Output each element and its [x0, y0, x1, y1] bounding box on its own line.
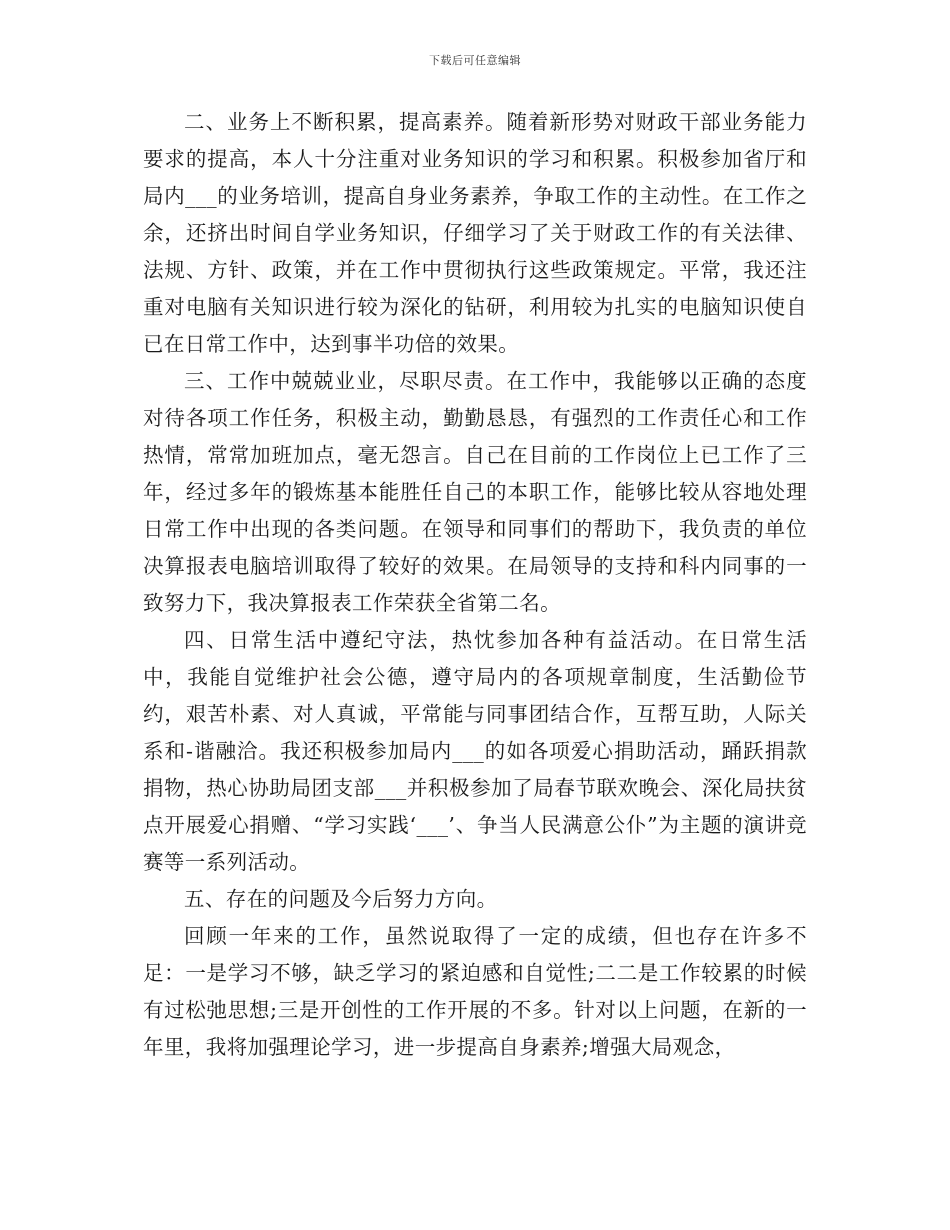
page-header: 下载后可任意编辑: [429, 54, 521, 67]
paragraph-review: 回顾一年来的工作，虽然说取得了一定的成绩，但也存在许多不足：一是学习不够，缺乏学习的紧迫感和自觉性;二二是工作较累的时候有过松弛思想;三是开创性的工作开展的不多。针对以上问题，在新的一年里，我将加强理论学习，进一步提高自身素养;增强大局观念，: [143, 924, 807, 1059]
paragraph-business-accumulation: 二、业务上不断积累，提高素养。随着新形势对财政干部业务能力要求的提高，本人十分注重对业务知识的学习和积累。积极参加省厅和局内___的业务培训，提高自身业务素养，争取工作的主动性。在工作之余，还挤出时间自学业务知识，仔细学习了关于财政工作的有关法律、法规、方针、政策，并在工作中贯彻执行这些政策规定。平常，我还注重对电脑有关知识进行较为深化的钻研，利用较为扎实的电脑知识使自已在日常工作中，达到事半功倍的效果。: [143, 110, 807, 356]
document-body: [143, 104, 807, 1066]
paragraph-problems-heading: 五、存在的问题及今后努力方向。: [184, 887, 498, 911]
paragraph-diligence: 三、工作中兢兢业业，尽职尽责。在工作中，我能够以正确的态度对待各项工作任务，积极主动，勤勤恳恳，有强烈的工作责任心和工作热情，常常加班加点，毫无怨言。自己在目前的工作岗位上已工作了三年，经过多年的锻炼基本能胜任自己的本职工作，能够比较从容地处理日常工作中出现的各类问题。在领导和同事们的帮助下，我负责的单位决算报表电脑培训取得了较好的效果。在局领导的支持和科内同事的一致努力下，我决算报表工作荣获全省第二名。: [143, 369, 807, 615]
paragraph-daily-life: 四、日常生活中遵纪守法，热忱参加各种有益活动。在日常生活中，我能自觉维护社会公德，遵守局内的各项规章制度，生活勤俭节约，艰苦朴素、对人真诚，平常能与同事团结合作，互帮互助，人际关系和-谐融洽。我还积极参加局内___的如各项爱心捐助活动，踊跃捐款捐物，热心协助局团支部___并积极参加了局春节联欢晚会、深化局扶贫点开展爱心捐赠、“学习实践‘___’、争当人民满意公仆”为主题的演讲竞赛等一系列活动。: [143, 628, 807, 874]
